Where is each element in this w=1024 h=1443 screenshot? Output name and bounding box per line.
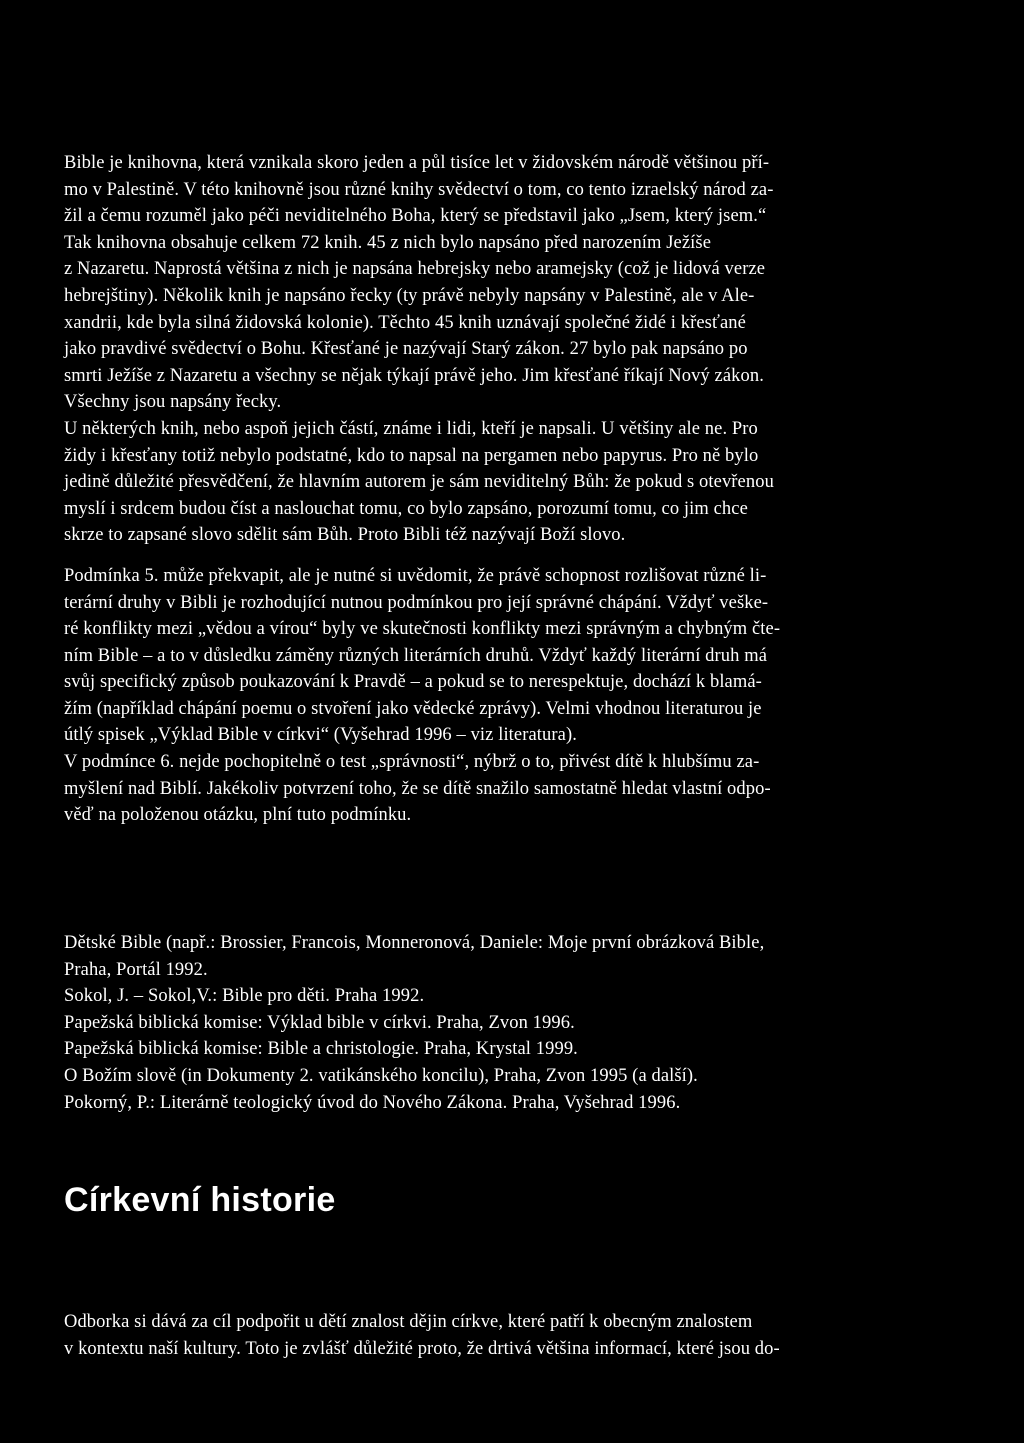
text-line: xandrii, kde byla silná židovská kolonie). Těchto 45 knih uznávají společné židé i křesťané [64,312,746,333]
section-heading: Církevní historie [64,1181,336,1219]
section-intro [64,1309,900,1362]
text-line: V podmínce 6. nejde pochopitelně o test „správnosti“, nýbrž o to, přivést dítě k hlubšímu za- [64,752,760,773]
bibliography-entry: Papežská biblická komise: Bible a christologie. Praha, Krystal 1999. [64,1039,578,1060]
text-line: židy i křesťany totiž nebylo podstatné, kdo to napsal na pergamen nebo papyrus. Pro ně bylo [64,445,759,466]
text-line: Bible je knihovna, která vznikala skoro jeden a půl tisíce let v židovském národě většinou pří- [64,153,770,173]
text-line: žil a čemu rozuměl jako péči neviditelného Boha, který se představil jako „Jsem, který jsem.“ [64,206,767,227]
text-line: myslí i srdcem budou číst a naslouchat tomu, co bylo zapsáno, porozumí tomu, co jim chce [64,498,748,519]
text-line: v kontextu naší kultury. Toto je zvlášť důležité proto, že drtivá většina informací, které jsou do- [64,1338,780,1359]
text-line: Odborka si dává za cíl podpořit u dětí znalost dějin církve, které patří k obecným znalostem [64,1312,753,1332]
paragraph-gap [64,549,900,563]
text-line: mo v Palestině. V této knihovně jsou různé knihy svědectví o tom, co tento izraelský národ za- [64,179,774,200]
bibliography-entry: Papežská biblická komise: Výklad bible v církvi. Praha, Zvon 1996. [64,1012,575,1033]
conditions-paragraph [64,563,900,829]
text-line: ré konflikty mezi „vědou a vírou“ byly ve skutečnosti konflikty mezi správným a chybným čte- [64,619,781,640]
text-line: věď na položenou otázku, plní tuto podmínku. [64,805,412,826]
bibliography-entry: Sokol, J. – Sokol,V.: Bible pro děti. Praha 1992. [64,986,425,1007]
text-line: svůj specifický způsob poukazování k Pravdě – a pokud se to nerespektuje, dochází k blamá- [64,672,762,693]
text-line: Tak knihovna obsahuje celkem 72 knih. 45 z nich bylo napsáno před narozením Ježíše [64,232,712,253]
text-line: hebrejštiny). Několik knih je napsáno řecky (ty právě nebyly napsány v Palestině, ale v Ale- [64,285,755,306]
text-line: terární druhy v Bibli je rozhodující nutnou podmínkou pro její správné chápání. Vždyť veške- [64,592,769,613]
text-line: U některých knih, nebo aspoň jejich částí, známe i lidi, kteří je napsali. U většiny ale ne. Pro [64,418,758,439]
text-line: útlý spisek „Výklad Bible v církvi“ (Vyšehrad 1996 – viz literatura). [64,725,577,746]
bibliography-entry: Praha, Portál 1992. [64,959,208,980]
text-line: Všechny jsou napsány řecky. [64,392,282,413]
bibliography-entry: Dětské Bible (např.: Brossier, Francois, Monneronová, Daniele: Moje první obrázková Bible, [64,933,765,953]
text-line: skrze to zapsané slovo sdělit sám Bůh. Proto Bibli též nazývají Boží slovo. [64,525,626,546]
text-line: jako pravdivé svědectví o Bohu. Křesťané je nazývají Starý zákon. 27 bylo pak napsáno po [64,339,748,360]
bibliography-entry: O Božím slově (in Dokumenty 2. vatikánského koncilu), Praha, Zvon 1995 (a další). [64,1065,698,1086]
text-line: Podmínka 5. může překvapit, ale je nutné si uvědomit, že právě schopnost rozlišovat různé li- [64,565,767,586]
text-line: myšlení nad Biblí. Jakékoliv potvrzení toho, že se dítě snažilo samostatně hledat vlastní odpo- [64,778,771,799]
text-line: jedině důležité přesvědčení, že hlavním autorem je sám neviditelný Bůh: že pokud s otevřenou [64,472,774,493]
text-line: z Nazaretu. Naprostá většina z nich je napsána hebrejsky nebo aramejsky (což je lidová verze [64,259,766,280]
text-line: ním Bible – a to v důsledku záměny různých literárních druhů. Vždyť každý literární druh má [64,645,768,666]
text-line: smrti Ježíše z Nazaretu a všechny se nějak týkají právě jeho. Jim křesťané říkají Nový zákon. [64,365,764,386]
text-line: žím (například chápání poemu o stvoření jako vědecké zprávy). Velmi vhodnou literaturou je [64,698,762,719]
intro-paragraph [64,150,900,549]
bibliography [64,930,900,1116]
bibliography-entry: Pokorný, P.: Literárně teologický úvod do Nového Zákona. Praha, Vyšehrad 1996. [64,1092,681,1113]
main-text [64,150,900,829]
